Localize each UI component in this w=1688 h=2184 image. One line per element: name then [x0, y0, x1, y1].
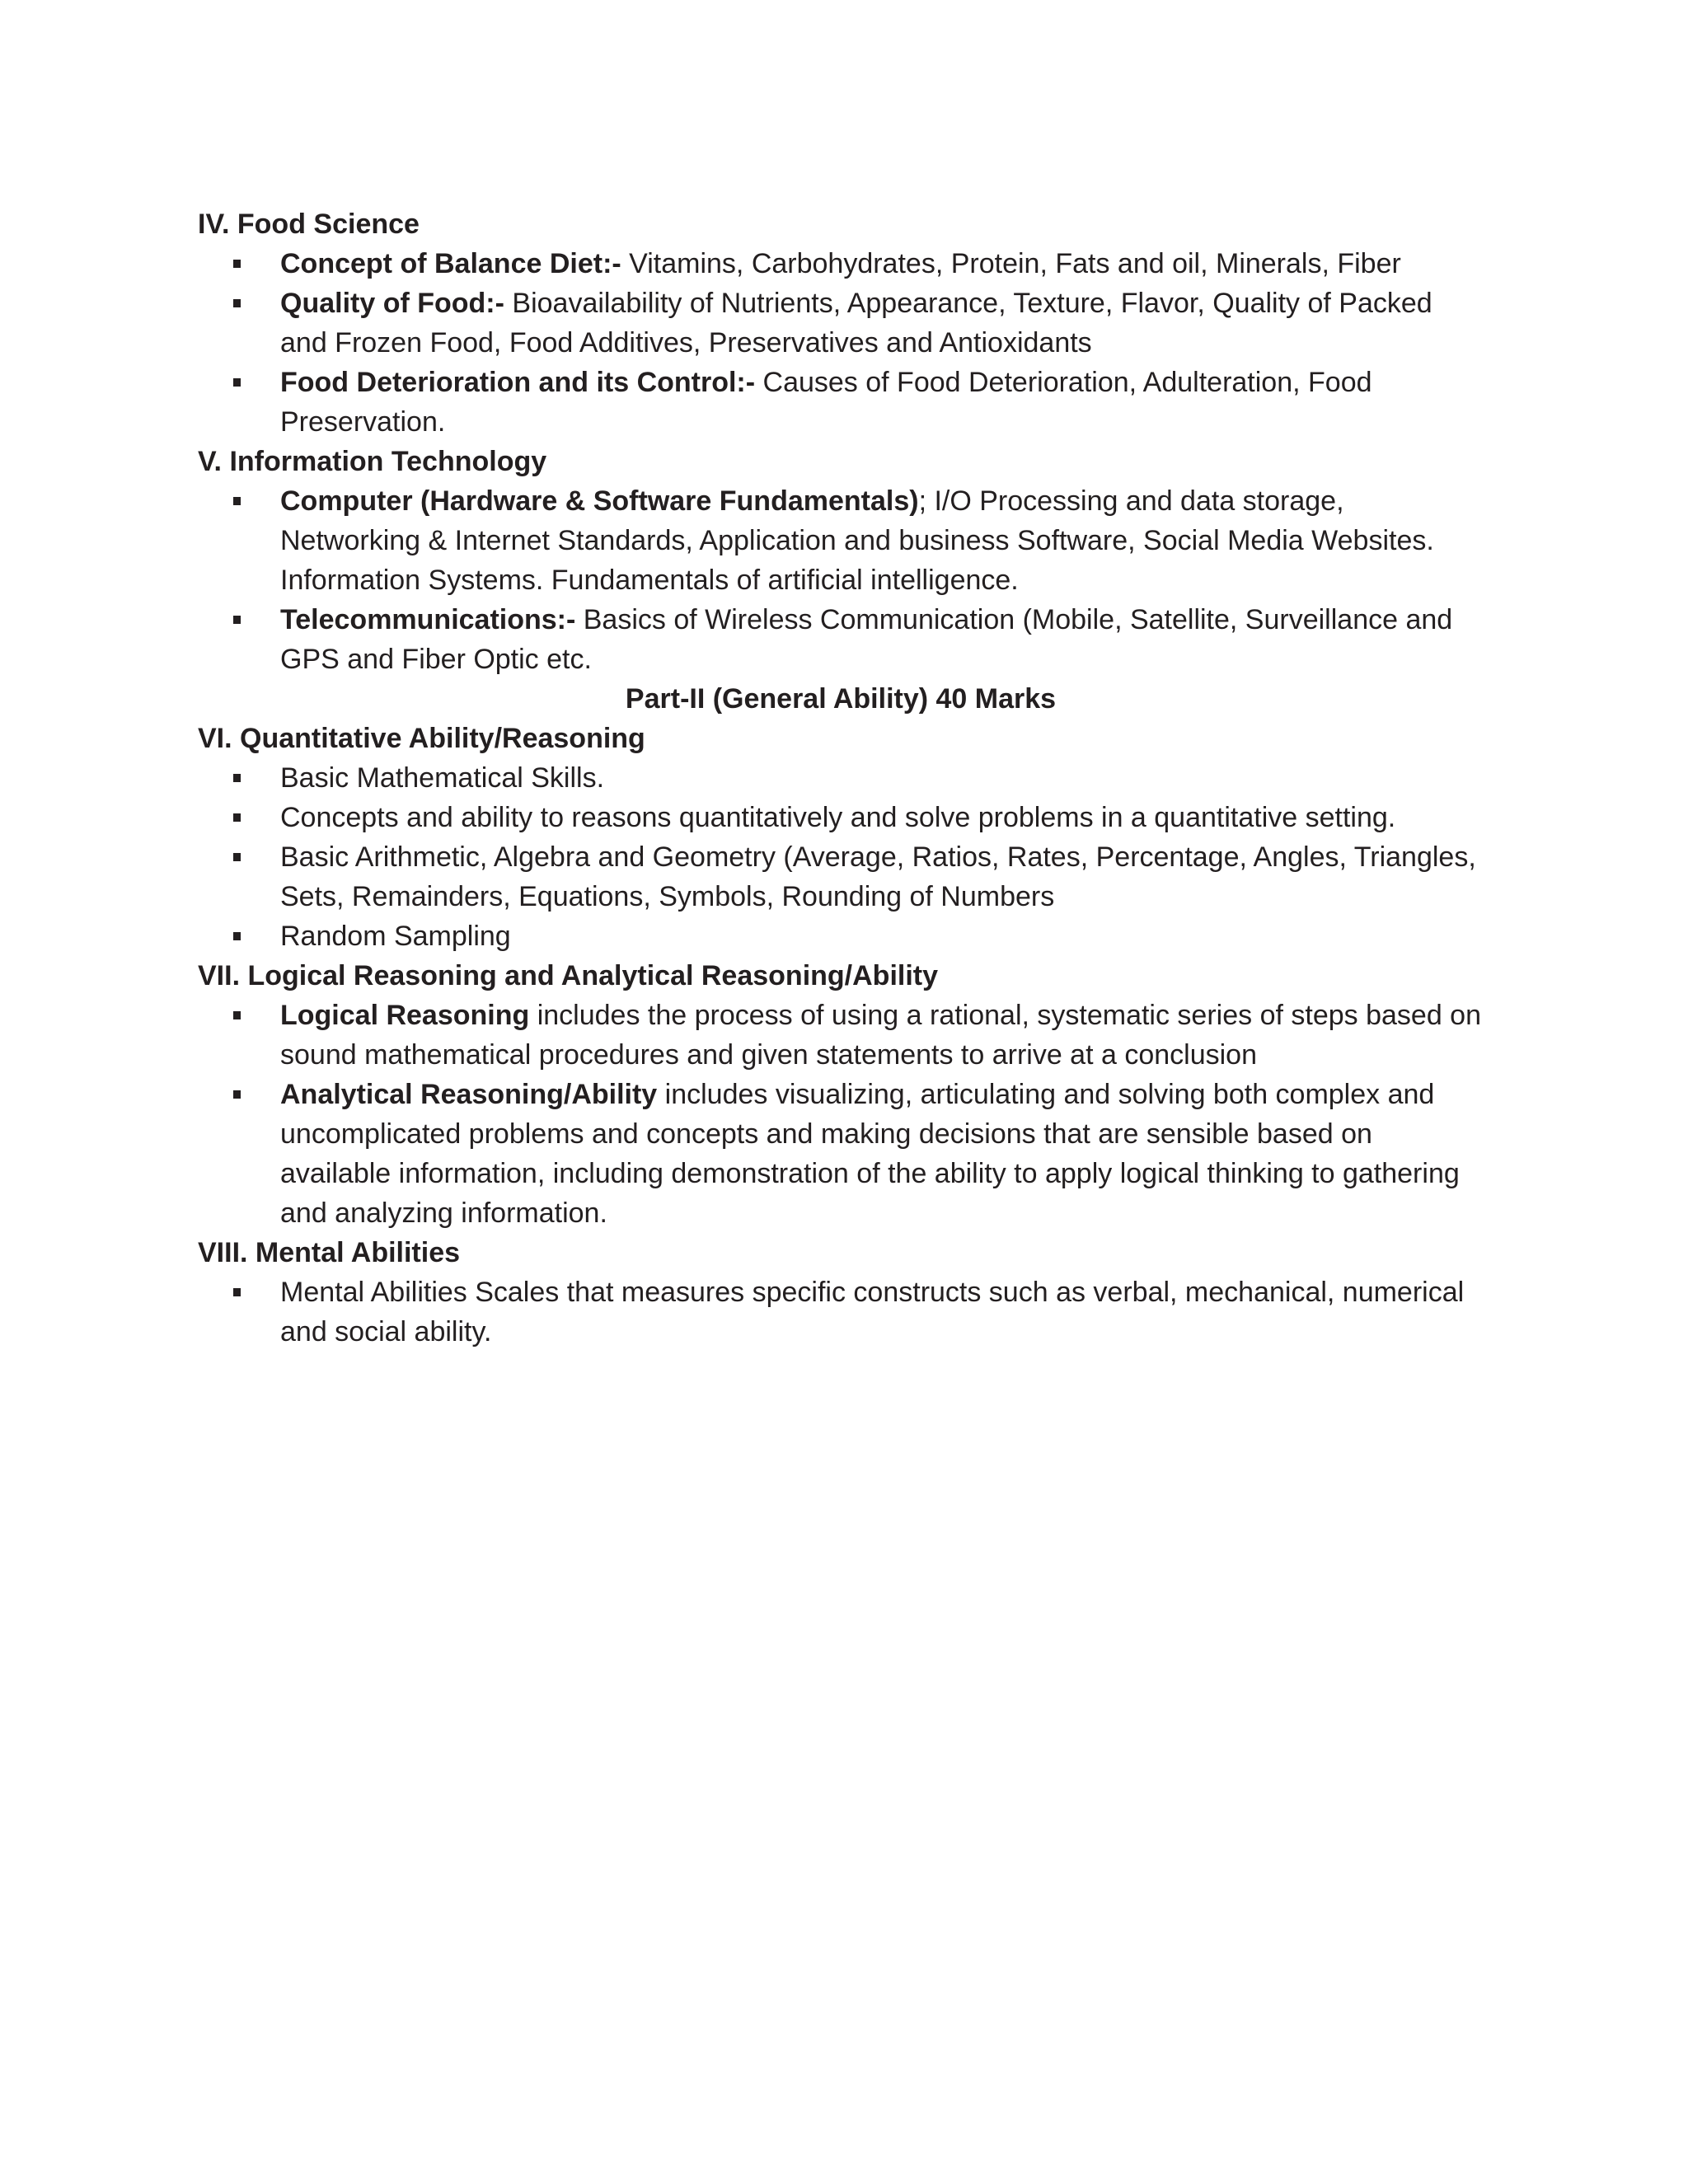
- item-term: Food Deterioration and its Control:-: [280, 367, 756, 398]
- section-food-science: [198, 204, 1484, 442]
- item-text: Concepts and ability to reasons quantitatively and solve problems in a quantitative setting.: [280, 802, 1396, 833]
- square-bullet-icon: [233, 299, 241, 307]
- item-text: Basic Arithmetic, Algebra and Geometry (Average, Ratios, Rates, Percentage, Angles, Triangles, Sets, Remainders, Equations, Symbols, Rounding of Numbers: [280, 841, 1476, 912]
- list-item: [198, 798, 1484, 837]
- section-logical-reasoning: [198, 956, 1484, 1233]
- list-item: [198, 1075, 1484, 1233]
- item-term: Concept of Balance Diet:-: [280, 248, 621, 279]
- square-bullet-icon: [233, 1090, 241, 1099]
- square-bullet-icon: [233, 497, 241, 505]
- list-item: [198, 758, 1484, 798]
- document-page: [198, 204, 1484, 1352]
- section-title: VIII. Mental Abilities: [198, 1237, 461, 1268]
- square-bullet-icon: [233, 1011, 241, 1019]
- item-text: includes the process of using a rational, systematic series of steps based on sound mathematical procedures and given statements to arrive at a conclusion: [280, 1000, 1481, 1071]
- section-information-technology: [198, 442, 1484, 679]
- list-item: [198, 916, 1484, 956]
- bullet-list: [198, 481, 1484, 679]
- item-text: Random Sampling: [280, 921, 511, 952]
- square-bullet-icon: [233, 378, 241, 387]
- square-bullet-icon: [233, 616, 241, 624]
- square-bullet-icon: [233, 932, 241, 940]
- list-item: [198, 481, 1484, 600]
- item-text: Vitamins, Carbohydrates, Protein, Fats and oil, Minerals, Fiber: [621, 248, 1401, 279]
- item-text: ; I/O Processing and data storage, Networking & Internet Standards, Application and business Software, Social Media Websites. Information Systems. Fundamentals of artificial intelligence.: [280, 485, 1434, 596]
- bullet-list: [198, 758, 1484, 956]
- item-term: Quality of Food:-: [280, 288, 504, 319]
- square-bullet-icon: [233, 813, 241, 822]
- item-term: Telecommunications:-: [280, 604, 576, 635]
- item-term: Computer (Hardware & Software Fundamentals): [280, 485, 919, 517]
- item-text: Bioavailability of Nutrients, Appearance, Texture, Flavor, Quality of Packed and Frozen Food, Food Additives, Preservatives and Antioxidants: [280, 288, 1432, 359]
- square-bullet-icon: [233, 774, 241, 782]
- item-term: Analytical Reasoning/Ability: [280, 1079, 658, 1110]
- section-mental-abilities: [198, 1233, 1484, 1352]
- item-text: Basics of Wireless Communication (Mobile, Satellite, Surveillance and GPS and Fiber Optic etc.: [280, 604, 1453, 675]
- item-text: Causes of Food Deterioration, Adulteration, Food Preservation.: [280, 367, 1372, 438]
- square-bullet-icon: [233, 853, 241, 861]
- bullet-list: [198, 1272, 1484, 1352]
- list-item: [198, 244, 1484, 284]
- list-item: [198, 1272, 1484, 1352]
- list-item: [198, 363, 1484, 442]
- item-text: Mental Abilities Scales that measures specific constructs such as verbal, mechanical, numerical and social ability.: [280, 1277, 1465, 1347]
- bullet-list: [198, 244, 1484, 442]
- section-title: V. Information Technology: [198, 446, 547, 477]
- section-quantitative-ability: [198, 719, 1484, 956]
- list-item: [198, 600, 1484, 679]
- part-title: Part-II (General Ability) 40 Marks: [625, 683, 1057, 715]
- section-title: VII. Logical Reasoning and Analytical Reasoning/Ability: [198, 960, 939, 991]
- section-title: VI. Quantitative Ability/Reasoning: [198, 723, 645, 754]
- list-item: [198, 837, 1484, 916]
- item-text: includes visualizing, articulating and solving both complex and uncomplicated problems and concepts and making decisions that are sensible based on available information, including demonstration of the ability to apply logical thinking to gathering and analyzing information.: [280, 1079, 1460, 1229]
- list-item: [198, 996, 1484, 1075]
- bullet-list: [198, 996, 1484, 1233]
- list-item: [198, 284, 1484, 363]
- square-bullet-icon: [233, 1288, 241, 1296]
- item-term: Logical Reasoning: [280, 1000, 530, 1031]
- section-title: IV. Food Science: [198, 209, 420, 240]
- item-text: Basic Mathematical Skills.: [280, 762, 605, 794]
- square-bullet-icon: [233, 260, 241, 268]
